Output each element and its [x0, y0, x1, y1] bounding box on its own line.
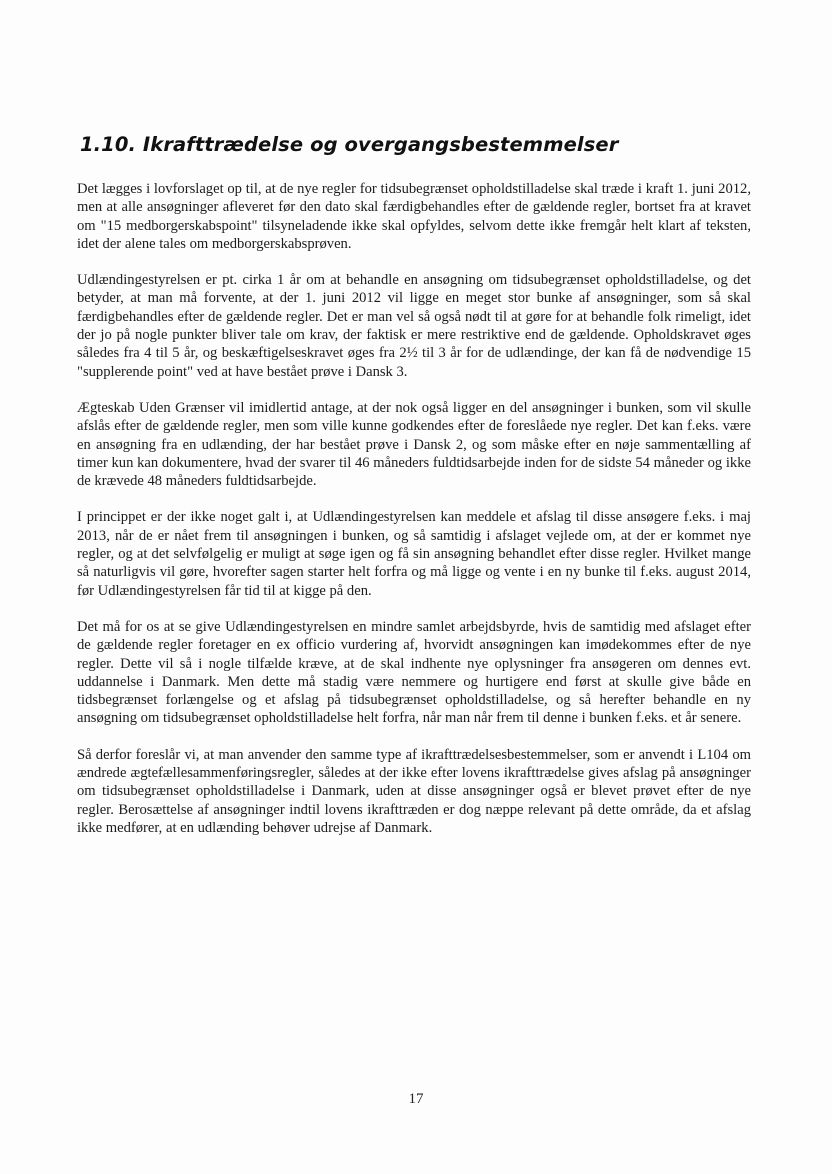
paragraph-2: Udlændingestyrelsen er pt. cirka 1 år om at behandle en ansøgning om tidsubegrænset opholdstilladelse, og det betyder, at man må forvente, at der 1. juni 2012 vil ligge en meget stor bunke af ansøgninger, som så skal færdigbehandles efter de gældende regler. Det er man vel så også nødt til at gøre for at behandle folk rimeligt, idet der jo på nogle punkter bliver tale om krav, der faktisk er mere restriktive end de gældende. Opholdskravet øges således fra 4 til 5 år, og beskæftigelseskravet øges fra 2½ til 3 år for de udlændinge, der kan få de nødvendige 15 "supplerende point" ved at have bestået prøve i Dansk 3. — [77, 272, 751, 380]
page-number: 17 — [408, 1091, 424, 1107]
paragraph-5: Det må for os at se give Udlændingestyrelsen en mindre samlet arbejdsbyrde, hvis de samtidig med afslaget efter de gældende regler foretager en ex officio vurdering af, hvorvidt ansøgningen kan imødekommes efter de nye regler. Dette vil så i nogle tilfælde kræve, at de skal indhente nye oplysninger fra ansøgeren om dennes evt. uddannelse i Danmark. Men dette må stadig være nemmere og hurtigere end først at skulle give både en tidsbegrænset forlængelse og et afslag på tidsubegrænset opholdstilladelse, og så herefter behandle en ny ansøgning om tidsubegrænset opholdstilladelse helt forfra, når man når frem til denne i bunken f.eks. et år senere. — [77, 618, 751, 727]
paragraph-6: Så derfor foreslår vi, at man anvender den samme type af ikrafttrædelsesbestemmelser, som er anvendt i L104 om ændrede ægtefællesammenføringsregler, således at der ikke efter lovens ikrafttrædelse gives afslag på ansøgninger om tidsubegrænset opholdstilladelse i Danmark, uden at disse ansøgninger også er blevet prøvet efter de nye regler. Berosættelse af ansøgninger indtil lovens ikrafttræden er dog næppe relevant på dette område, da et afslag ikke medfører, at en udlænding behøver udrejse af Danmark. — [77, 746, 751, 836]
section-heading: 1.10. Ikrafttrædelse og overgangsbestemmelser — [80, 133, 619, 156]
paragraph-1: Det lægges i lovforslaget op til, at de nye regler for tidsubegrænset opholdstilladelse skal træde i kraft 1. juni 2012, men at alle ansøgninger afleveret før den dato skal færdigbehandles efter de gældende regler, bortset fra at kravet om "15 medborgerskabspoint" tilsyneladende ikke skal opfyldes, selvom dette ikke fremgår helt klart af teksten, idet der alene tales om medborgerskabsprøven. — [77, 181, 751, 252]
paragraph-4: I princippet er der ikke noget galt i, at Udlændingestyrelsen kan meddele et afslag til disse ansøgere f.eks. i maj 2013, når de er nået frem til ansøgningen i bunken, og så samtidig i afslaget vejlede om, at der er kommet nye regler, og at det selvfølgelig er muligt at søge igen og få sin ansøgning behandlet efter disse regler. Hvilket mange så naturligvis vil gøre, hvorefter sagen starter helt forfra og må ligge og vente i en ny bunke til f.eks. august 2014, før Udlændingestyrelsen får tid til at kigge på den. — [77, 509, 751, 599]
body-text — [77, 180, 751, 855]
paragraph-3: Ægteskab Uden Grænser vil imidlertid antage, at der nok også ligger en del ansøgninger i bunken, som vil skulle afslås efter de gældende regler, men som ville kunne godkendes efter de foreslåede nye regler. Det kan f.eks. være en ansøgning fra en udlænding, der har bestået prøve i Dansk 2, og som måske efter en nøje sammentælling af timer kun kan dokumentere, hvad der svarer til 46 måneders fuldtidsarbejde inden for de sidste 54 måneder og ikke de krævede 48 måneders fuldtidsarbejde. — [77, 399, 751, 490]
